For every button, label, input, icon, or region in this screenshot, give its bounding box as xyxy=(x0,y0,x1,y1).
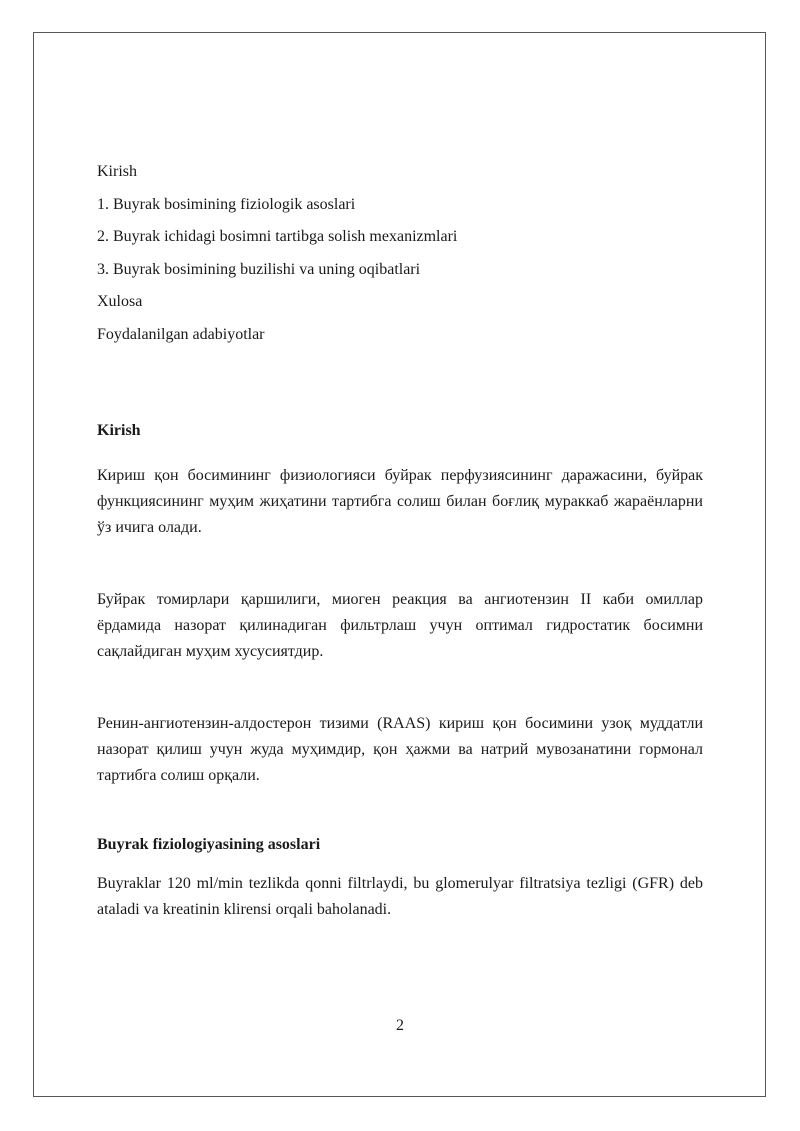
intro-paragraph-1: Кириш қон босимининг физиологияси буйрак перфузиясининг даражасини, буйрак функциясининг муҳим жиҳатини тартибга солиш билан боғлиқ мураккаб жараёнларни ўз ичига олади. xyxy=(97,467,703,536)
table-of-contents xyxy=(97,160,703,355)
intro-paragraph-3: Ренин-ангиотензин-алдостерон тизими (RAAS) кириш қон босимини узоқ муддатли назорат қилиш учун жуда муҳимдир, қон ҳажми ва натрий мувозанатини гормонал тартибга солиш орқали. xyxy=(97,715,703,784)
toc-item-intro: Kirish xyxy=(97,163,137,180)
page-content xyxy=(97,160,703,923)
intro-paragraph-2: Буйрак томирлари қаршилиги, миоген реакция ва ангиотензин II каби омиллар ёрдамида назорат қилинадиган фильтрлаш учун оптимал гидростатик босимни сақлайдиган муҳим хусусиятдир. xyxy=(97,591,703,660)
toc-item-chapter-2: 2. Buyrak ichidagi bosimni tartibga solish mexanizmlari xyxy=(97,228,458,245)
section-1-heading: Buyrak fiziologiyasining asoslari xyxy=(97,836,321,853)
toc-item-chapter-3: 3. Buyrak bosimining buzilishi va uning oqibatlari xyxy=(97,260,421,278)
toc-item-conclusion: Xulosa xyxy=(97,293,143,310)
toc-item-chapter-1: 1. Buyrak bosimining fiziologik asoslari xyxy=(97,195,356,213)
toc-item-references: Foydalanilgan adabiyotlar xyxy=(97,325,265,343)
intro-heading: Kirish xyxy=(97,422,141,439)
section-1-paragraph: Buyraklar 120 ml/min tezlikda qonni filtrlaydi, bu glomerulyar filtratsiya tezligi (GFR) deb ataladi va kreatinin klirensi orqali baholanadi. xyxy=(97,875,703,918)
page-number: 2 xyxy=(396,1017,404,1034)
